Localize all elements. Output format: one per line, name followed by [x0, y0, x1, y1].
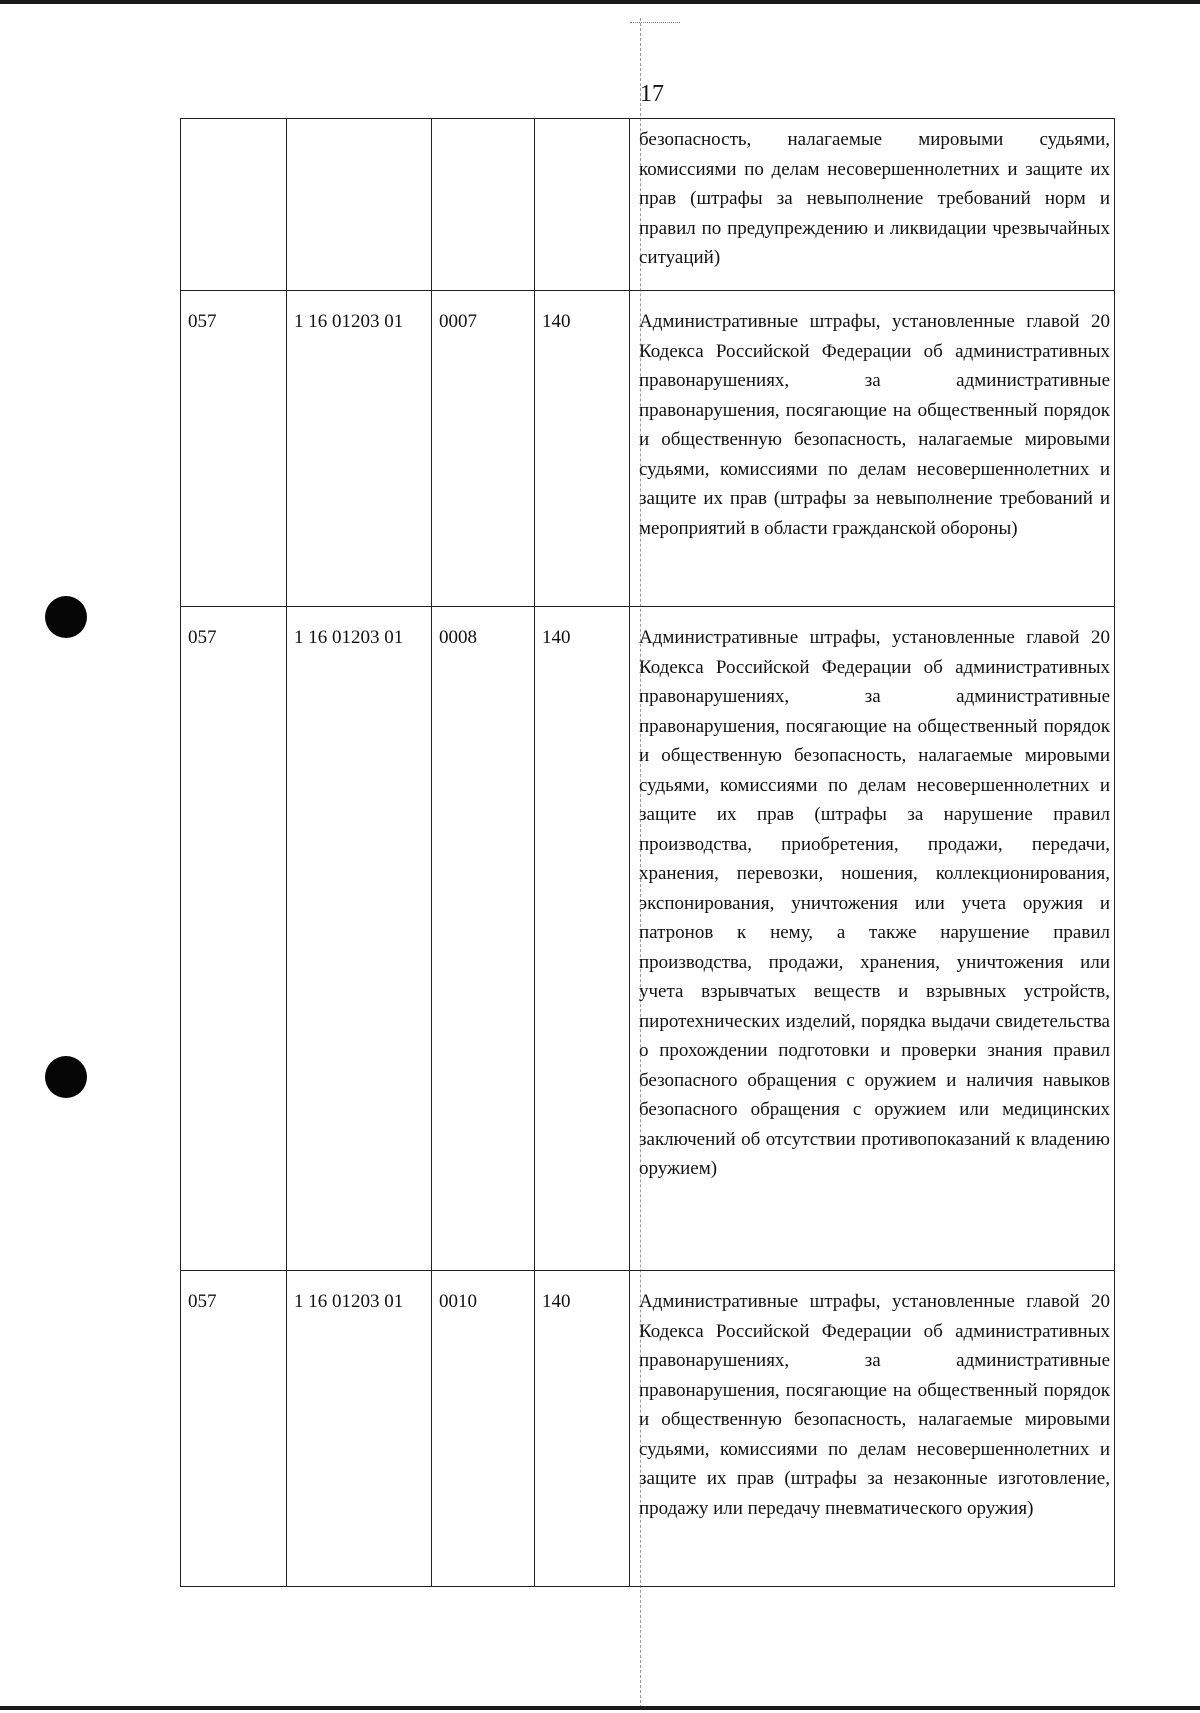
admin-code-cell: 057: [181, 607, 287, 1271]
table-row: [181, 607, 1115, 1271]
description-cell: Административные штрафы, установленные главой 20 Кодекса Российской Федерации об административных правонарушениях, за административные правонарушения, посягающие на общественный порядок и общественную безопасность, налагаемые мировыми судьями, комиссиями по делам несовершеннолетних и защите их прав (штрафы за нарушение правил производства, приобретения, продажи, передачи, хранения, перевозки, ношения, коллекционирования, экспонирования, уничтожения или учета оружия и патронов к нему, а также нарушение правил производства, продажи, хранения, уничтожения или учета взрывчатых веществ и взрывных устройств, пиротехнических изделий, порядка выдачи свидетельства о прохождении подготовки и проверки знания правил безопасного обращения с оружием и наличия навыков безопасного обращения с оружием или медицинских заключений об отсутствии противопоказаний к владению оружием): [630, 607, 1115, 1271]
budget-codes-table: [180, 118, 1115, 1587]
punch-hole: [45, 1056, 87, 1098]
admin-code-cell: 057: [181, 291, 287, 607]
subcode-cell: 0010: [432, 1271, 535, 1587]
kbk-code-cell: 1 16 01203 01: [287, 291, 432, 607]
kosgu-cell: 140: [535, 607, 630, 1271]
kbk-code-cell: 1 16 01203 01: [287, 607, 432, 1271]
description-cell: Административные штрафы, установленные главой 20 Кодекса Российской Федерации об административных правонарушениях, за административные правонарушения, посягающие на общественный порядок и общественную безопасность, налагаемые мировыми судьями, комиссиями по делам несовершеннолетних и защите их прав (штрафы за невыполнение требований и мероприятий в области гражданской обороны): [630, 291, 1115, 607]
scan-artifact: [630, 22, 680, 31]
punch-hole: [45, 596, 87, 638]
description-cell: безопасность, налагаемые мировыми судьями, комиссиями по делам несовершеннолетних и защите их прав (штрафы за невыполнение требований норм и правил по предупреждению и ликвидации чрезвычайных ситуаций): [630, 119, 1115, 291]
subcode-cell: 0007: [432, 291, 535, 607]
admin-code-cell: 057: [181, 1271, 287, 1587]
table-row: [181, 291, 1115, 607]
description-cell: Административные штрафы, установленные главой 20 Кодекса Российской Федерации об административных правонарушениях, за административные правонарушения, посягающие на общественный порядок и общественную безопасность, налагаемые мировыми судьями, комиссиями по делам несовершеннолетних и защите их прав (штрафы за незаконные изготовление, продажу или передачу пневматического оружия): [630, 1271, 1115, 1587]
kbk-code-cell: [287, 119, 432, 291]
scan-top-edge: [0, 0, 1200, 4]
kosgu-cell: 140: [535, 1271, 630, 1587]
kbk-code-cell: 1 16 01203 01: [287, 1271, 432, 1587]
admin-code-cell: [181, 119, 287, 291]
table-row: [181, 119, 1115, 291]
kosgu-cell: [535, 119, 630, 291]
table-row: [181, 1271, 1115, 1587]
kosgu-cell: 140: [535, 291, 630, 607]
scan-bottom-edge: [0, 1706, 1200, 1710]
subcode-cell: [432, 119, 535, 291]
subcode-cell: 0008: [432, 607, 535, 1271]
page-number: 17: [640, 81, 664, 107]
